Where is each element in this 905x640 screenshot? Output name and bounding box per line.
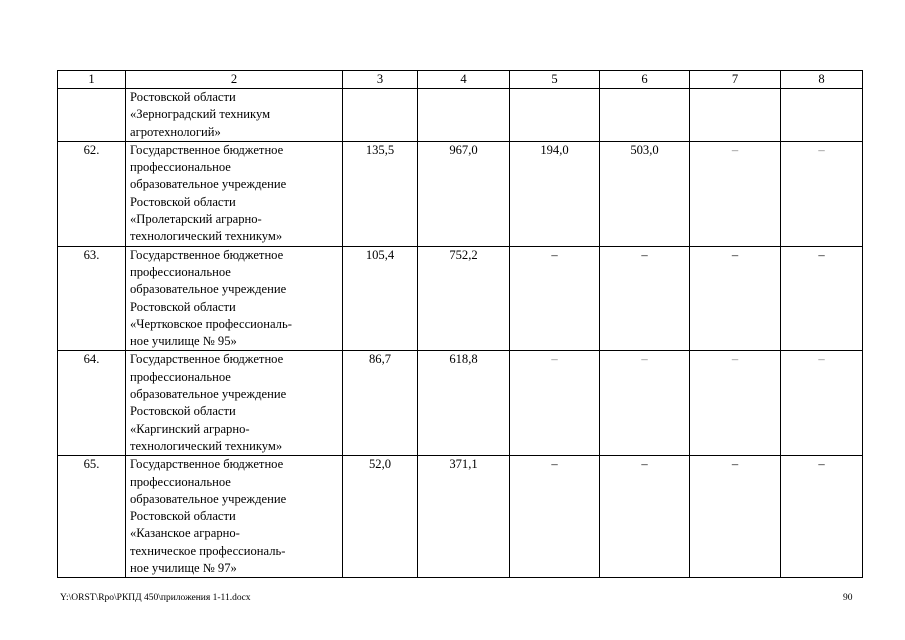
value-cell: – — [690, 351, 781, 456]
table-row — [58, 89, 863, 142]
value-cell: 752,2 — [418, 246, 510, 351]
row-number: 64. — [58, 351, 126, 456]
value-cell: 194,0 — [510, 141, 600, 246]
value-cell: – — [690, 246, 781, 351]
value-cell: – — [781, 246, 863, 351]
column-header: 1 — [58, 71, 126, 89]
value-cell — [600, 89, 690, 142]
page-number: 90 — [843, 593, 853, 603]
value-cell: – — [510, 351, 600, 456]
column-header: 7 — [690, 71, 781, 89]
value-cell: – — [510, 246, 600, 351]
value-cell: – — [600, 351, 690, 456]
table-body — [58, 71, 863, 578]
value-cell: – — [600, 246, 690, 351]
table-row — [58, 456, 863, 578]
value-cell: – — [510, 456, 600, 578]
value-cell: – — [690, 141, 781, 246]
column-header: 4 — [418, 71, 510, 89]
institution-name: Государственное бюджетное профессиональное образовательное учреждение Ростовской области «Пролетарский аграрно- технологический техникум» — [126, 141, 343, 246]
row-number: 62. — [58, 141, 126, 246]
value-cell — [510, 89, 600, 142]
row-number: 65. — [58, 456, 126, 578]
institution-name: Государственное бюджетное профессиональное образовательное учреждение Ростовской области «Казанское аграрно- техническое профессиональ- ное училище № 97» — [126, 456, 343, 578]
column-header: 2 — [126, 71, 343, 89]
value-cell: 967,0 — [418, 141, 510, 246]
value-cell: 86,7 — [343, 351, 418, 456]
value-cell: 52,0 — [343, 456, 418, 578]
institution-name: Государственное бюджетное профессиональное образовательное учреждение Ростовской области «Каргинский аграрно- технологический техникум» — [126, 351, 343, 456]
row-number — [58, 89, 126, 142]
institution-name: Ростовской области «Зерноградский техникум агротехнологий» — [126, 89, 343, 142]
value-cell: 503,0 — [600, 141, 690, 246]
value-cell: 105,4 — [343, 246, 418, 351]
value-cell: 135,5 — [343, 141, 418, 246]
value-cell: – — [781, 456, 863, 578]
data-table — [57, 70, 863, 578]
table-row — [58, 141, 863, 246]
value-cell — [781, 89, 863, 142]
column-header: 3 — [343, 71, 418, 89]
column-header: 8 — [781, 71, 863, 89]
footer-file-path: Y:\ORST\Rpo\РКПД 450\приложения 1-11.docx — [60, 593, 251, 603]
value-cell: – — [600, 456, 690, 578]
row-number: 63. — [58, 246, 126, 351]
column-header: 6 — [600, 71, 690, 89]
institution-name: Государственное бюджетное профессиональное образовательное учреждение Ростовской области «Чертковское профессиональ- ное училище № 95» — [126, 246, 343, 351]
table-row — [58, 351, 863, 456]
value-cell: 371,1 — [418, 456, 510, 578]
value-cell: – — [781, 351, 863, 456]
value-cell — [418, 89, 510, 142]
column-header: 5 — [510, 71, 600, 89]
table-header-row — [58, 71, 863, 89]
table-row — [58, 246, 863, 351]
value-cell — [343, 89, 418, 142]
value-cell: – — [781, 141, 863, 246]
value-cell — [690, 89, 781, 142]
value-cell: – — [690, 456, 781, 578]
value-cell: 618,8 — [418, 351, 510, 456]
